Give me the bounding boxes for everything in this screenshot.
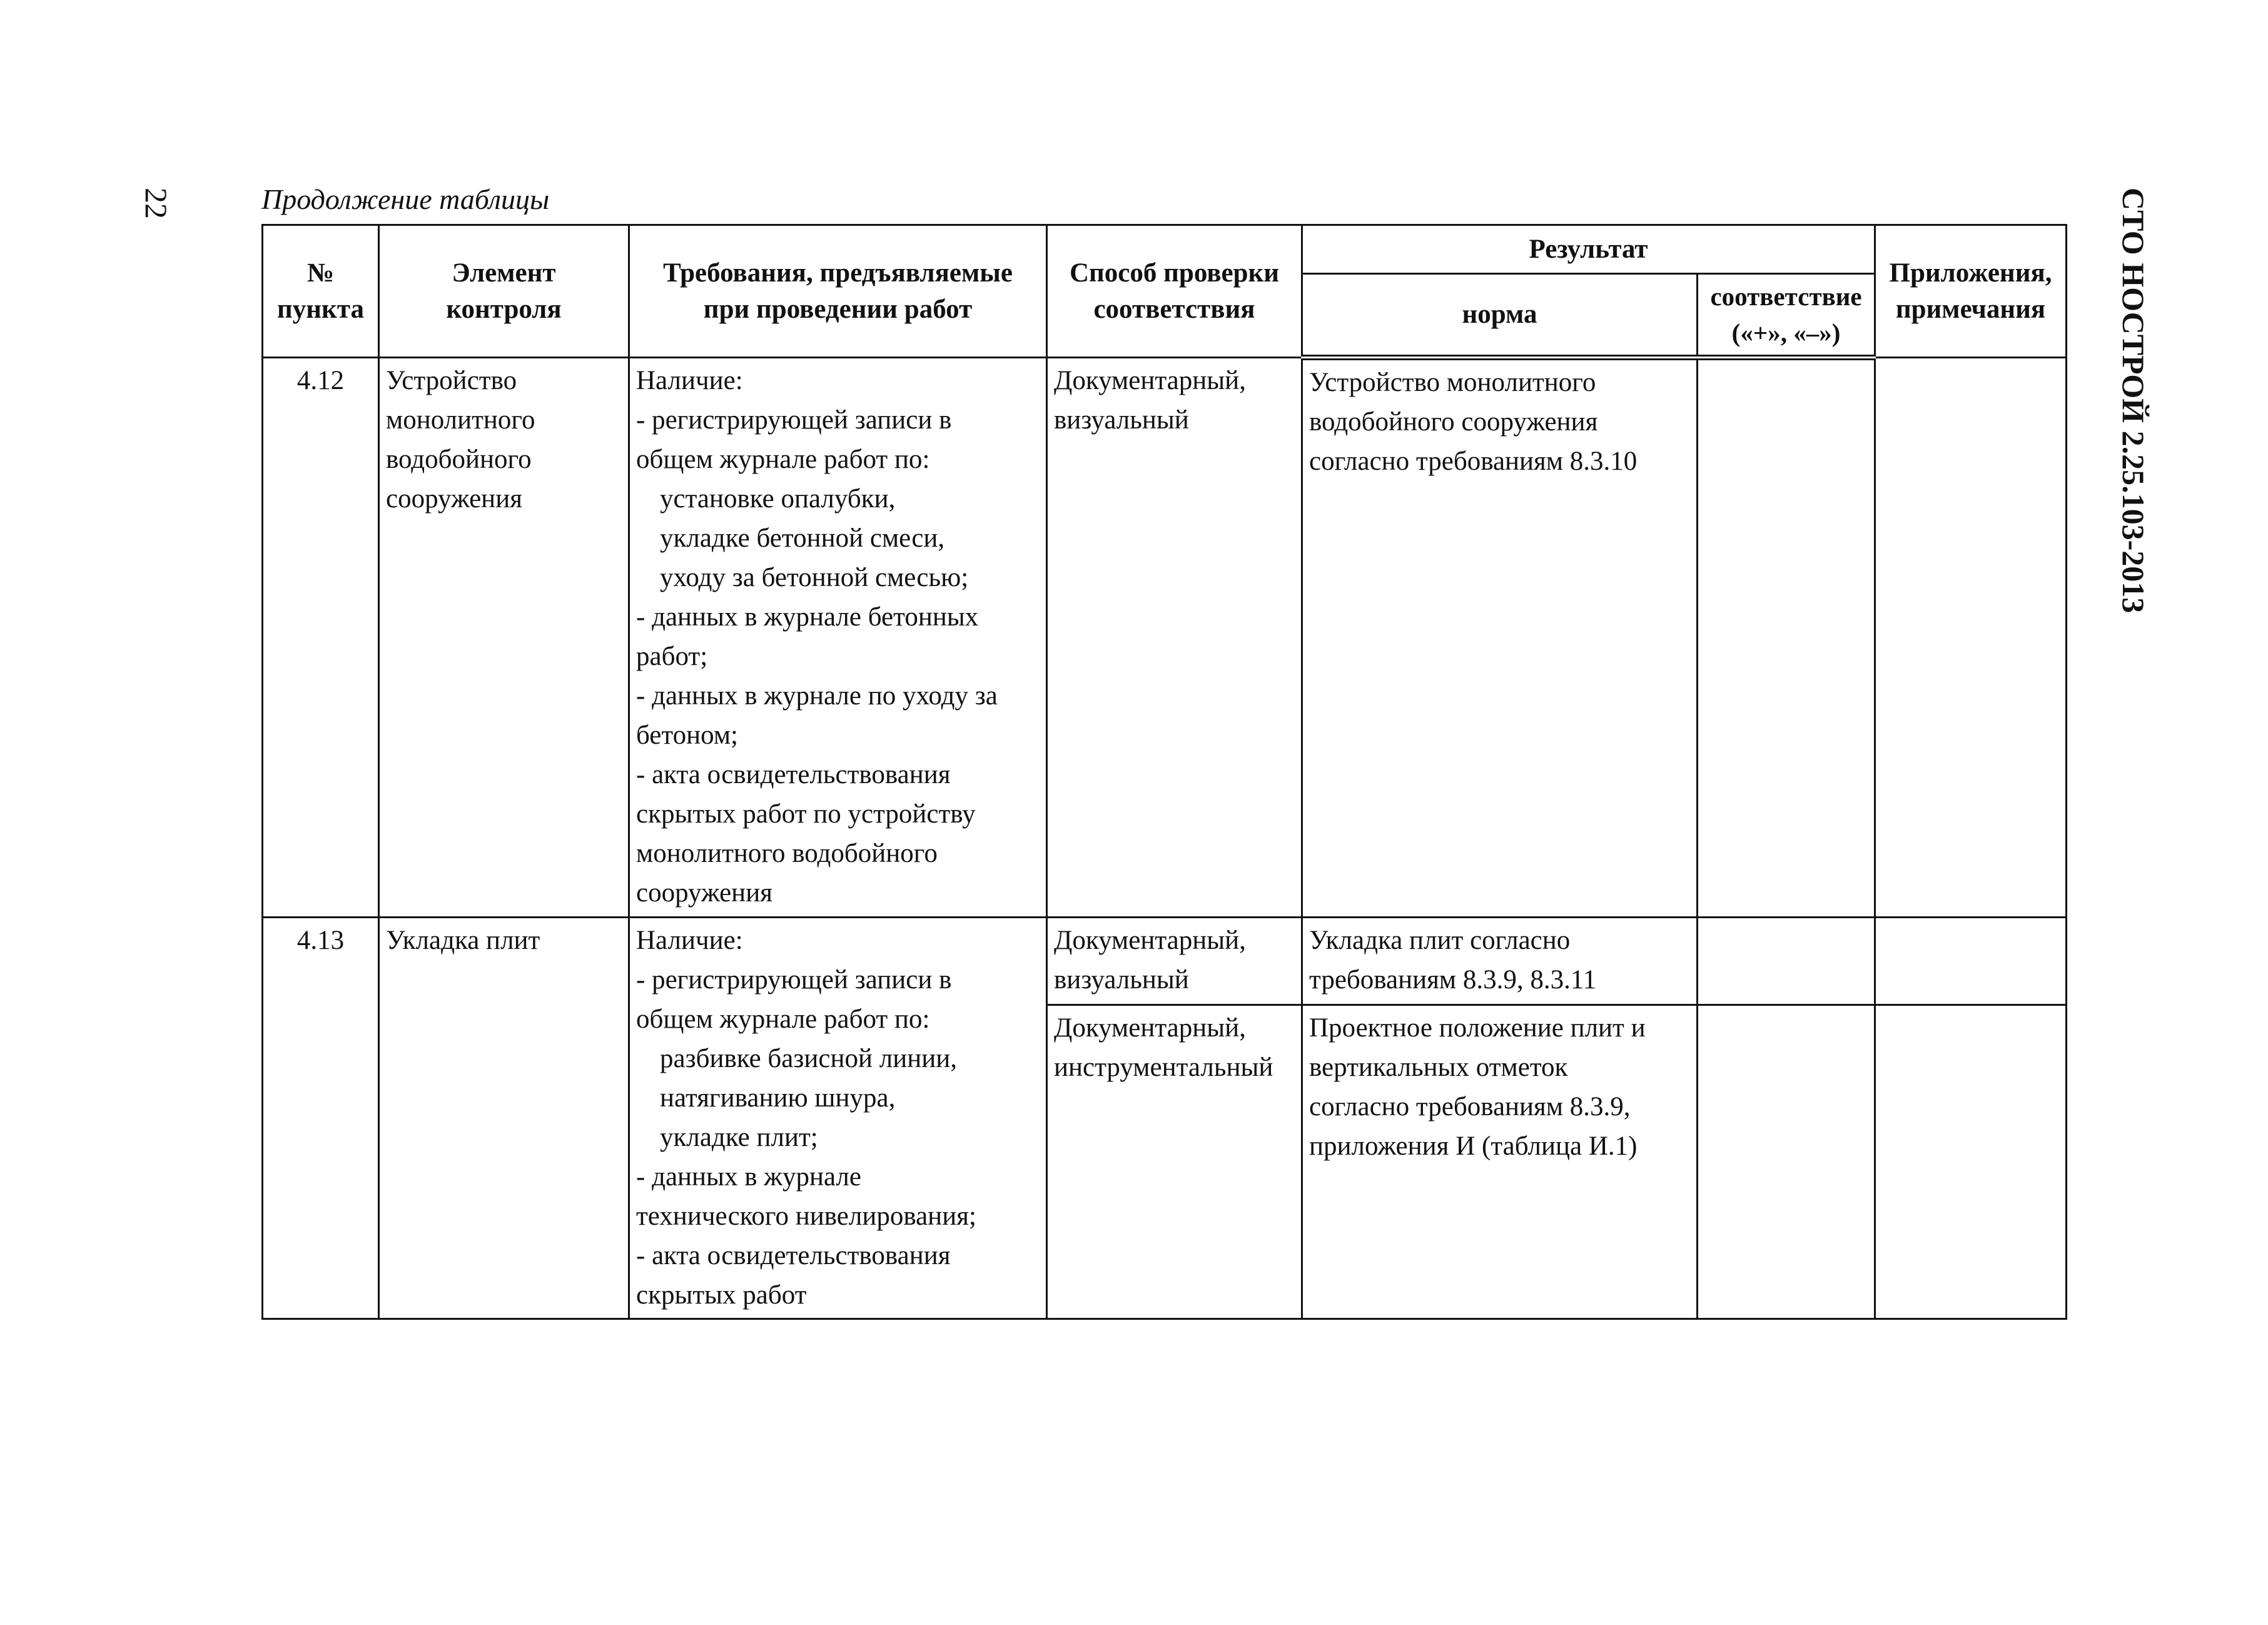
page-number: 22: [139, 188, 174, 219]
row-norm: Проектное положение плит и вертикальных отметок согласно требованиям 8.3.9, приложения И (таблица И.1): [1302, 1005, 1698, 1319]
document-code: СТО НОСТРОЙ 2.25.103-2013: [2116, 188, 2151, 614]
row-norm: Укладка плит согласно требованиям 8.3.9, 8.3.11: [1302, 918, 1698, 1005]
header-norm: норма: [1302, 274, 1698, 358]
header-result: Результат: [1302, 225, 1875, 274]
row-element: Устройство монолитного водобойного сооружения: [379, 358, 629, 918]
row-element: Укладка плит: [379, 918, 629, 1319]
row-match: [1698, 1005, 1875, 1319]
header-requirements: Требования, предъявляемые при проведении работ: [629, 225, 1047, 358]
header-element: Элемент контроля: [379, 225, 629, 358]
table-caption: Продолжение таблицы: [261, 183, 550, 215]
header-notes: Приложения, примечания: [1875, 225, 2067, 358]
row-requirements: Наличие: - регистрирующей записи в общем журнале работ по: разбивке базисной линии, натягиванию шнура, укладке плит; - данных в журнале технического нивелирования; - акта освидетельствования скрытых работ: [629, 918, 1047, 1319]
row-match: [1698, 918, 1875, 1005]
inspection-table: [261, 224, 2067, 1320]
row-match: [1698, 358, 1875, 918]
row-method: Документарный, визуальный: [1047, 918, 1302, 1005]
row-notes: [1875, 358, 2067, 918]
header-method: Способ проверки соответствия: [1047, 225, 1302, 358]
table-row: [263, 358, 2067, 918]
row-number: 4.12: [263, 358, 379, 918]
row-notes: [1875, 918, 2067, 1005]
header-num: № пункта: [263, 225, 379, 358]
row-requirements: Наличие: - регистрирующей записи в общем журнале работ по: установке опалубки, укладке бетонной смеси, уходу за бетонной смесью; - данных в журнале бетонных работ; - данных в журнале по уходу за бетоном; - акта освидетельствования скрытых работ по устройству монолитного водобойного сооружения: [629, 358, 1047, 918]
row-notes: [1875, 1005, 2067, 1319]
row-norm: Устройство монолитного водобойного сооружения согласно требованиям 8.3.10: [1302, 358, 1698, 918]
header-match: соответствие («+», «–»): [1698, 274, 1875, 358]
row-number: 4.13: [263, 918, 379, 1319]
row-method: Документарный, инструментальный: [1047, 1005, 1302, 1319]
row-method: Документарный, визуальный: [1047, 358, 1302, 918]
table-row: [263, 918, 2067, 1005]
